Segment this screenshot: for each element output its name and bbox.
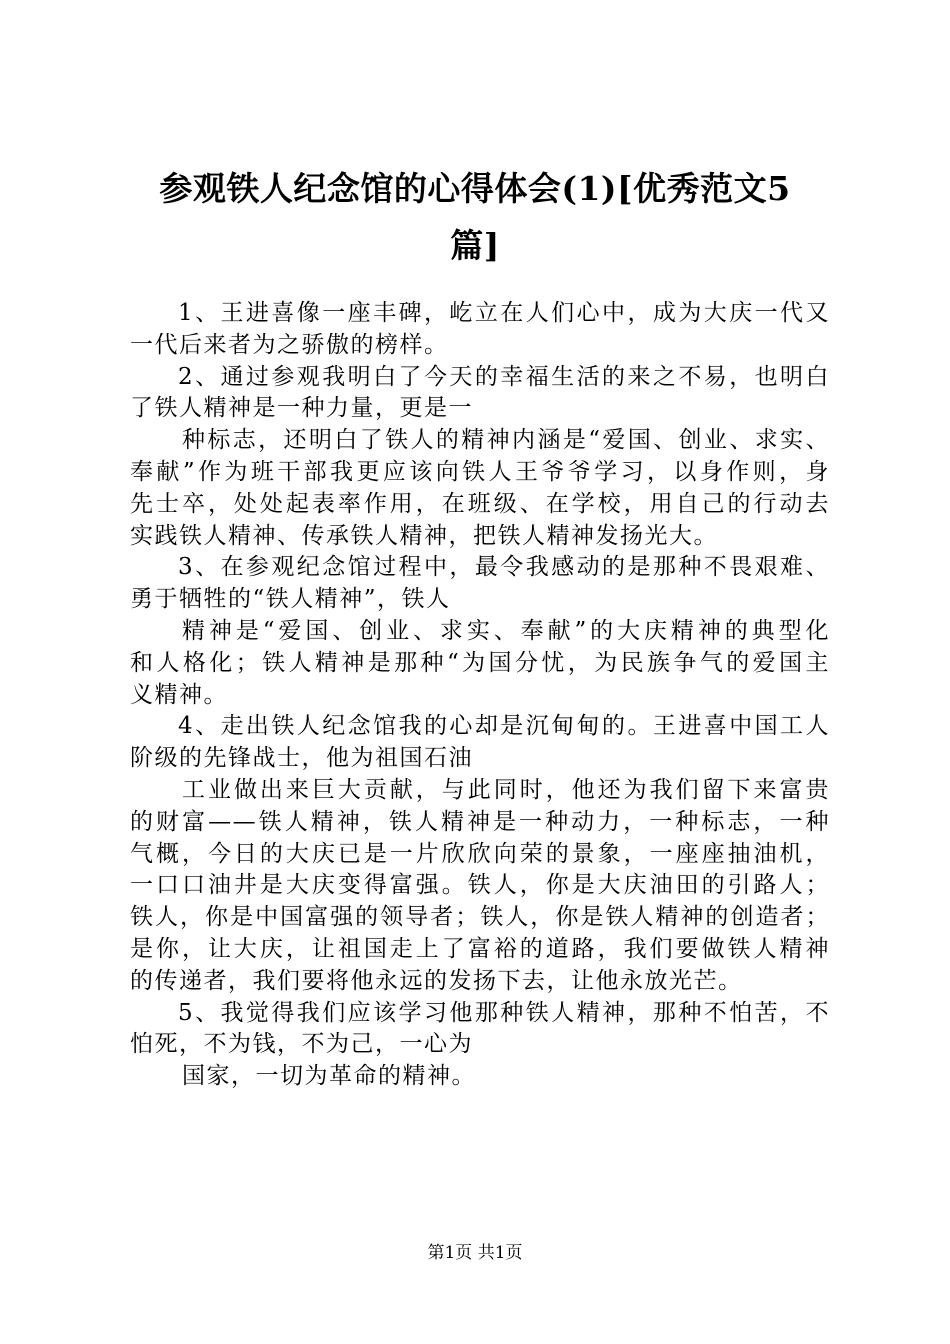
title-line-2: 篇] <box>450 226 500 265</box>
paragraph-line: 一代后来者为之骄傲的榜样。 <box>130 331 449 358</box>
paragraph-line: 了铁人精神是一种力量，更是一 <box>130 395 473 422</box>
paragraph-line: 2、通过参观我明白了今天的幸福生活的来之不易，也明白 <box>178 363 830 390</box>
paragraph-line: 奉献”作为班干部我更应该向铁人王爷爷学习，以身作则，身 <box>130 458 830 485</box>
paragraph-line: 先士卒，处处起表率作用，在班级、在学校，用自己的行动去 <box>130 490 830 517</box>
paragraph-line: 国家，一切为革命的精神。 <box>182 1063 476 1090</box>
paragraph-line: 实践铁人精神、传承铁人精神，把铁人精神发扬光大。 <box>130 522 718 549</box>
title-line-1: 参观铁人纪念馆的心得体会(1)[优秀范文5 <box>159 169 791 208</box>
paragraph-line: 5、我觉得我们应该学习他那种铁人精神，那种不怕苦，不 <box>178 999 830 1026</box>
paragraph-line: 种标志，还明白了铁人的精神内涵是“爱国、创业、求实、 <box>182 427 830 454</box>
paragraph-line: 义精神。 <box>130 681 228 708</box>
paragraph-line: 是你，让大庆，让祖国走上了富裕的道路，我们要做铁人精神 <box>130 935 830 962</box>
paragraph-line: 1、王进喜像一座丰碑，屹立在人们心中，成为大庆一代又 <box>178 300 830 326</box>
paragraph-line: 精神是“爱国、创业、求实、奉献”的大庆精神的典型化 <box>182 617 830 644</box>
paragraph-line: 气概，今日的大庆已是一片欣欣向荣的景象，一座座抽油机， <box>130 840 830 867</box>
paragraph-line: 阶级的先锋战士，他为祖国石油 <box>130 745 473 772</box>
paragraph-line: 怕死，不为钱，不为己，一心为 <box>130 1031 473 1058</box>
page-footer: 第1页 共1页 <box>427 1243 523 1263</box>
paragraph-line: 的财富——铁人精神，铁人精神是一种动力，一种标志，一种 <box>130 808 830 835</box>
paragraph-line: 4、走出铁人纪念馆我的心却是沉甸甸的。王进喜中国工人 <box>178 713 830 740</box>
paragraph-line: 3、在参观纪念馆过程中，最令我感动的是那种不畏艰难、 <box>178 554 830 581</box>
paragraph-line: 工业做出来巨大贡献，与此同时，他还为我们留下来富贵 <box>182 776 830 803</box>
document-body <box>130 298 830 1093</box>
paragraph-line: 勇于牺牲的“铁人精神”，铁人 <box>130 586 451 613</box>
paragraph-line: 一口口油井是大庆变得富强。铁人，你是大庆油田的引路人； <box>130 872 830 899</box>
paragraph-line: 和人格化；铁人精神是那种“为国分忧，为民族争气的爱国主 <box>130 649 830 676</box>
paragraph-line: 铁人，你是中国富强的领导者；铁人，你是铁人精神的创造者； <box>130 904 830 931</box>
paragraph-line: 的传递者，我们要将他永远的发扬下去，让他永放光芒。 <box>130 967 743 994</box>
document-title <box>110 160 840 274</box>
